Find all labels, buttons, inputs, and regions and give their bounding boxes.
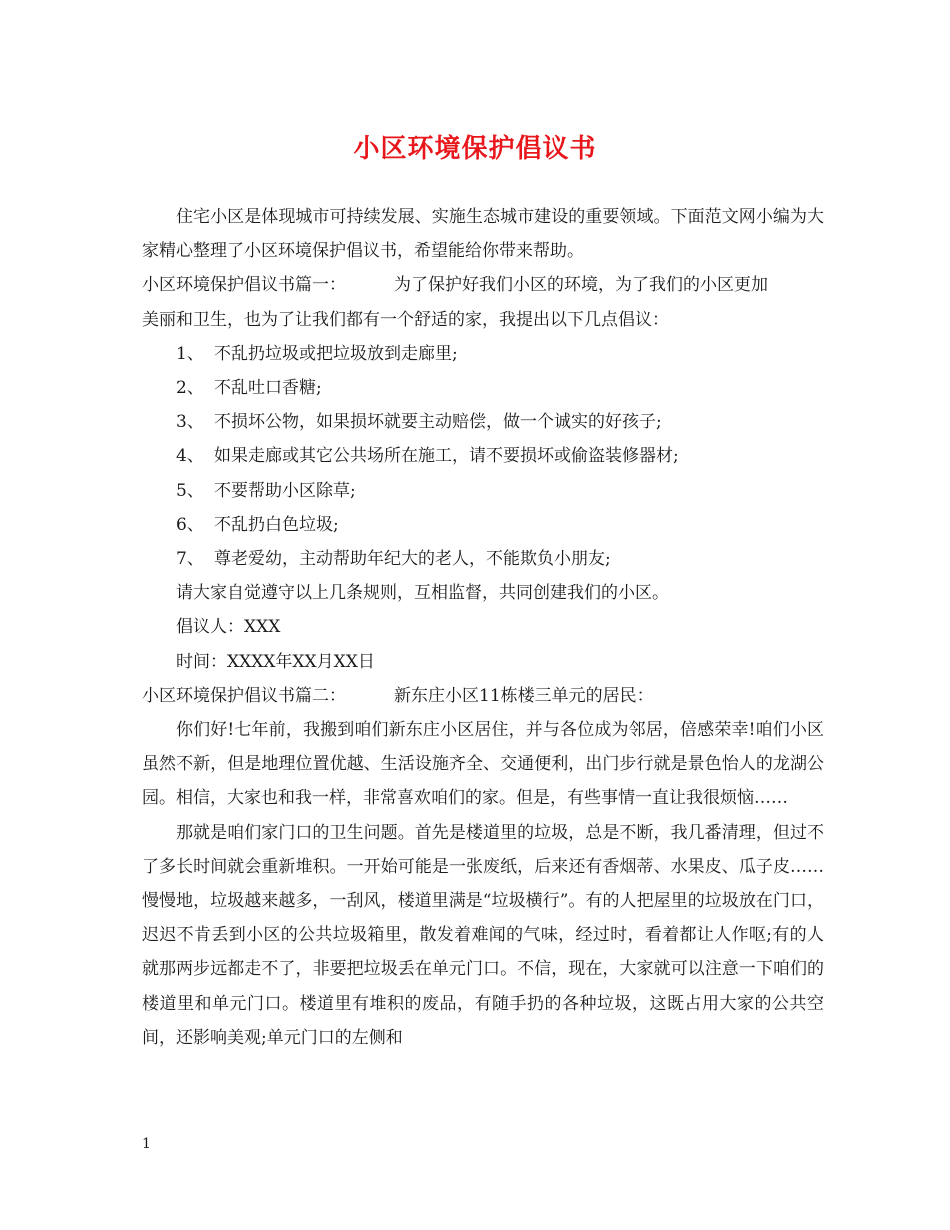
- part1-heading: 小区环境保护倡议书篇一：: [142, 275, 346, 296]
- intro-paragraph: 住宅小区是体现城市可持续发展、实施生态城市建设的重要领域。下面范文网小编为大家精心整理了小区环境保护倡议书，希望能给你带来帮助。: [142, 207, 824, 262]
- list-item: [142, 508, 824, 542]
- page-number: 1: [142, 1136, 151, 1152]
- list-item-number: 4、: [176, 446, 204, 467]
- part2-heading: 小区环境保护倡议书篇二：: [142, 685, 346, 706]
- list-item: [142, 439, 824, 473]
- part1-opening-b: 美丽和卫生，也为了让我们都有一个舒适的家，我提出以下几点倡议：: [142, 309, 669, 330]
- document-body: [142, 200, 824, 1055]
- list-item: [142, 337, 824, 371]
- list-item-number: 6、: [176, 514, 204, 535]
- part1-closing: 请大家自觉遵守以上几条规则，互相监督，共同创建我们的小区。: [176, 583, 669, 604]
- list-item: [142, 542, 824, 576]
- proposal-list: [142, 337, 824, 576]
- list-item-text: 不乱扔垃圾或把垃圾放到走廊里;: [214, 343, 458, 364]
- part2-heading-line: [142, 679, 824, 713]
- part1-heading-line: [142, 268, 824, 302]
- list-item-text: 如果走廊或其它公共场所在施工，请不要损坏或偷盗装修器材;: [214, 446, 679, 467]
- list-item-text: 不乱扔白色垃圾;: [214, 514, 339, 535]
- list-item-text: 不要帮助小区除草;: [214, 480, 356, 501]
- list-item-number: 3、: [176, 412, 204, 433]
- list-item-text: 不乱吐口香糖;: [214, 378, 322, 399]
- list-item: [142, 405, 824, 439]
- signer-line: 倡议人：XXX: [176, 617, 281, 638]
- list-item-number: 1、: [176, 343, 204, 364]
- part2-salutation: 新东庄小区11栋楼三单元的居民：: [394, 685, 654, 706]
- document-title: 小区环境保护倡议书: [353, 134, 597, 164]
- list-item: [142, 474, 824, 508]
- list-item-number: 7、: [176, 549, 204, 570]
- part2-paragraph-1: 你们好!七年前，我搬到咱们新东庄小区居住，并与各位成为邻居，倍感荣幸!咱们小区虽然不新，但是地理位置优越、生活设施齐全、交通便利，出门步行就是景色怡人的龙湖公园。相信，大家也和我一样，非常喜欢咱们的家。但是，有些事情一直让我很烦恼……: [142, 720, 824, 809]
- list-item-text: 不损坏公物，如果损坏就要主动赔偿，做一个诚实的好孩子;: [214, 412, 662, 433]
- list-item-number: 2、: [176, 378, 204, 399]
- list-item-number: 5、: [176, 480, 204, 501]
- list-item: [142, 371, 824, 405]
- date-line: 时间：XXXX年XX月XX日: [176, 651, 375, 672]
- part1-opening-a: 为了保护好我们小区的环境，为了我们的小区更加: [394, 275, 768, 296]
- part2-paragraph-2: 那就是咱们家门口的卫生问题。首先是楼道里的垃圾，总是不断，我几番清理，但过不了多长时间就会重新堆积。一开始可能是一张废纸，后来还有香烟蒂、水果皮、瓜子皮……慢慢地，垃圾越来越多，一刮风，楼道里满是“垃圾横行”。有的人把屋里的垃圾放在门口，迟迟不肯丢到小区的公共垃圾箱里，散发着难闻的气味，经过时，看着都让人作呕;有的人就那两步远都走不了，非要把垃圾丢在单元门口。不信，现在，大家就可以注意一下咱们的楼道里和单元门口。楼道里有堆积的废品，有随手扔的各种垃圾，这既占用大家的公共空间，还影响美观;单元门口的左侧和: [142, 822, 824, 1048]
- list-item-text: 尊老爱幼，主动帮助年纪大的老人，不能欺负小朋友;: [214, 549, 611, 570]
